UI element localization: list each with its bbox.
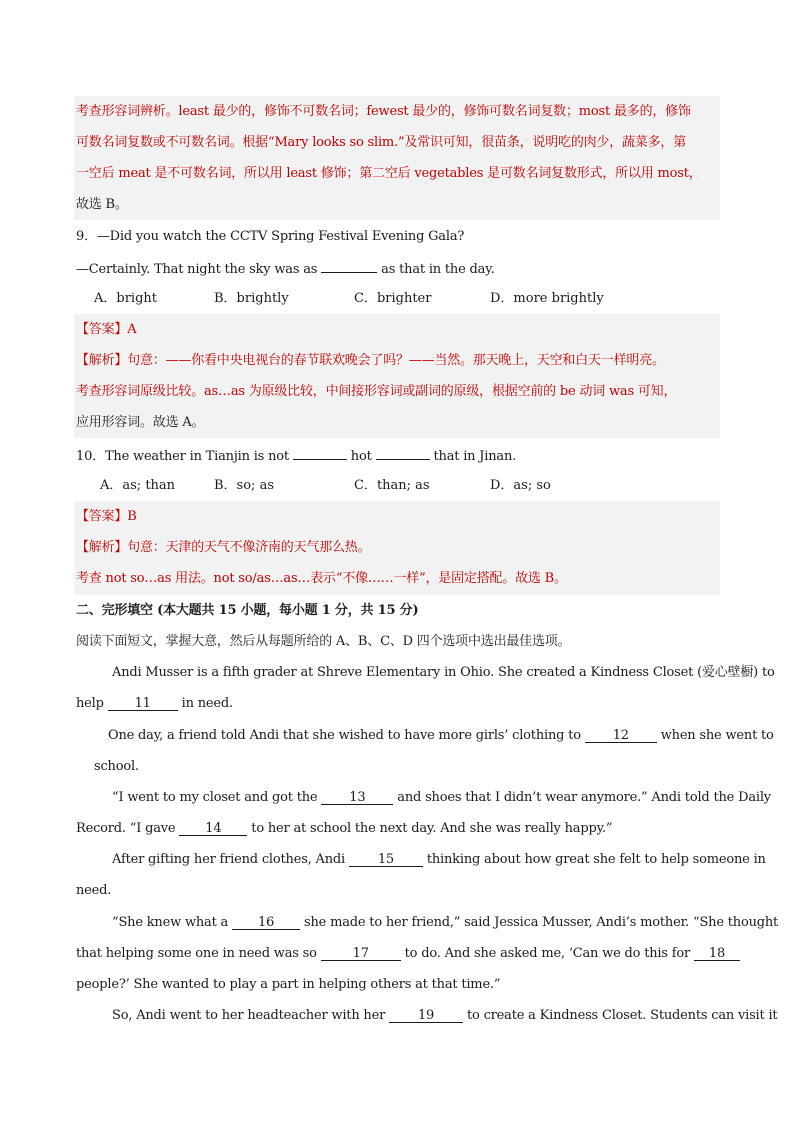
blank-14[interactable]: 14 xyxy=(179,822,247,836)
q8-explanation-line-2: 可数名词复数或不可数名词。根据“Mary looks so slim.”及常识可知，很苗条，说明吃的肉少，蔬菜多，第 xyxy=(76,135,687,150)
q9-explanation-line-1: 【解析】句意：——你看中央电视台的春节联欢晚会了吗？——当然。那天晚上，天空和白天一样明亮。 xyxy=(76,353,665,368)
passage-p4-line-1 xyxy=(112,851,766,869)
q10-answer-blank-2[interactable] xyxy=(376,446,430,460)
q9-explanation-line-2: 考查形容词原级比较。as…as 为原级比较，中间接形容词或副词的原级，根据空前的 be 动词 was 可知， xyxy=(76,384,677,399)
q10-option-d[interactable]: D．as; so xyxy=(490,478,551,493)
q9-stem-text-b: as that in the day. xyxy=(381,262,495,277)
q8-explanation-line-1: 考查形容词辨析。least 最少的，修饰不可数名词；fewest 最少的，修饰可数名词复数；most 最多的，修饰 xyxy=(76,104,691,119)
passage-text: One day, a friend told Andi that she wished to have more girls’ clothing to xyxy=(108,728,581,743)
passage-p1-line-1: Andi Musser is a fifth grader at Shreve Elementary in Ohio. She created a Kindness Closet (爱心壁橱) to xyxy=(112,665,775,680)
passage-p5-line-1 xyxy=(112,914,779,932)
q10-stem xyxy=(76,446,720,466)
passage-text: help xyxy=(76,696,104,711)
q10-option-b[interactable]: B．so; as xyxy=(214,478,274,493)
q8-explanation-line-4: 故选 B。 xyxy=(76,197,128,212)
q10-stem-text-a: 10．The weather in Tianjin is not xyxy=(76,449,289,464)
passage-p5-line-3: people?’ She wanted to play a part in helping others at that time.” xyxy=(76,977,501,992)
passage-p3-line-2 xyxy=(76,820,720,838)
q9-stem-line-1: 9．—Did you watch the CCTV Spring Festival Evening Gala? xyxy=(76,229,465,244)
q9-option-d[interactable]: D．more brightly xyxy=(490,291,604,306)
q9-explanation-line-3: 应用形容词。故选 A。 xyxy=(76,415,205,430)
blank-19[interactable]: 19 xyxy=(389,1009,463,1023)
passage-text: “I went to my closet and got the xyxy=(112,790,318,805)
passage-text: to her at school the next day. And she was really happy.” xyxy=(251,821,613,836)
q9-option-b[interactable]: B．brightly xyxy=(214,291,289,306)
blank-12[interactable]: 12 xyxy=(585,729,657,743)
q9-stem-line-2 xyxy=(76,259,720,279)
q10-stem-text-b: hot xyxy=(350,449,372,464)
passage-text: thinking about how great she felt to help someone in xyxy=(426,852,766,867)
passage-text: to create a Kindness Closet. Students can visit it xyxy=(466,1008,778,1023)
passage-p4-line-2: need. xyxy=(76,883,112,898)
passage-p3-line-1 xyxy=(112,789,771,807)
q9-answer: 【答案】A xyxy=(76,322,137,337)
passage-p1-line-2 xyxy=(76,695,720,713)
passage-text: “She knew what a xyxy=(112,915,229,930)
q10-explanation-line-1: 【解析】句意：天津的天气不像济南的天气那么热。 xyxy=(76,540,371,555)
q10-answer-blank-1[interactable] xyxy=(293,446,347,460)
passage-p5-line-2 xyxy=(76,945,726,963)
blank-16[interactable]: 16 xyxy=(232,916,300,930)
blank-17[interactable]: 17 xyxy=(321,947,401,961)
passage-text: that helping some one in need was so xyxy=(76,946,317,961)
blank-11[interactable]: 11 xyxy=(108,697,178,711)
section-2-heading: 二、完形填空 (本大题共 15 小题，每小题 1 分，共 15 分) xyxy=(76,603,419,618)
blank-13[interactable]: 13 xyxy=(321,791,393,805)
q9-answer-blank[interactable] xyxy=(321,259,377,273)
q10-option-c[interactable]: C．than; as xyxy=(354,478,430,493)
q10-option-a[interactable]: A．as; than xyxy=(100,478,176,493)
passage-text: to do. And she asked me, ‘Can we do this for xyxy=(404,946,691,961)
passage-text: in need. xyxy=(181,696,233,711)
blank-18[interactable]: 18 xyxy=(694,947,740,961)
passage-text: when she went to xyxy=(660,728,774,743)
passage-p6-line-1 xyxy=(112,1007,778,1025)
passage-text: and shoes that I didn’t wear anymore.” Andi told the Daily xyxy=(397,790,771,805)
passage-text: Record. “I gave xyxy=(76,821,176,836)
q8-explanation-line-3: 一空后 meat 是不可数名词，所以用 least 修饰；第二空后 vegetables 是可数名词复数形式，所以用 most， xyxy=(76,166,702,181)
section-2-instruction: 阅读下面短文，掌握大意，然后从每题所给的 A、B、C、D 四个选项中选出最佳选项。 xyxy=(76,634,571,649)
q9-stem-text-a: —Certainly. That night the sky was as xyxy=(76,262,318,277)
passage-text: she made to her friend,” said Jessica Musser, Andi’s mother. “She thought xyxy=(304,915,779,930)
blank-15[interactable]: 15 xyxy=(349,853,423,867)
passage-text: So, Andi went to her headteacher with her xyxy=(112,1008,386,1023)
q10-stem-text-c: that in Jinan. xyxy=(433,449,517,464)
q10-answer: 【答案】B xyxy=(76,509,137,524)
passage-p2-line-1 xyxy=(108,727,774,745)
passage-p2-line-2: school. xyxy=(94,759,139,774)
q10-explanation-line-2: 考查 not so…as 用法。not so/as…as…表示“不像……一样”，是固定搭配。故选 B。 xyxy=(76,571,567,586)
q9-option-a[interactable]: A．bright xyxy=(94,291,158,306)
passage-text: After gifting her friend clothes, Andi xyxy=(112,852,345,867)
q9-option-c[interactable]: C．brighter xyxy=(354,291,432,306)
